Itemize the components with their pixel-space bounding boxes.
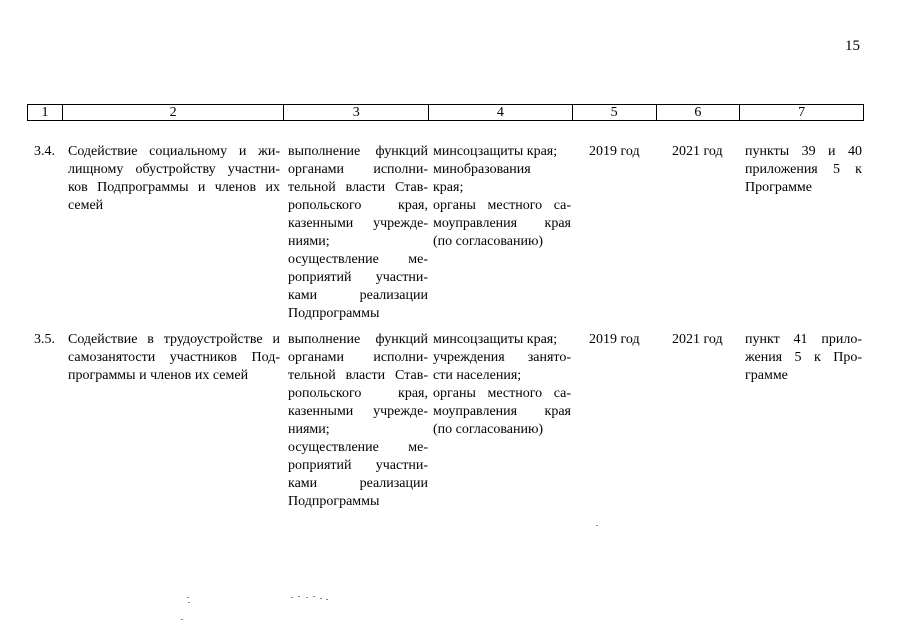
text-line: роприятий участни- bbox=[288, 270, 428, 285]
text-line: семей bbox=[68, 198, 104, 213]
text-line: жения 5 к Про- bbox=[745, 350, 862, 365]
text-line: (по согласованию) bbox=[433, 422, 544, 437]
scan-speck bbox=[306, 597, 308, 598]
responsible-text bbox=[433, 331, 571, 439]
text-line: ков Подпрограммы и членов их bbox=[68, 180, 280, 195]
start-year: 2019 год bbox=[589, 144, 640, 159]
text-line: моуправления края bbox=[433, 404, 571, 419]
text-line: минсоцзащиты края; bbox=[433, 332, 558, 347]
text-line: тельной власти Став- bbox=[288, 180, 428, 195]
header-col-7: 7 bbox=[798, 105, 806, 120]
header-col-6: 6 bbox=[657, 105, 741, 120]
end-year: 2021 год bbox=[672, 144, 723, 159]
scan-speck bbox=[596, 525, 598, 526]
text-line: роприятий участни- bbox=[288, 458, 428, 473]
executor-text bbox=[288, 331, 428, 511]
scan-speck bbox=[181, 619, 183, 620]
text-line: казенными учрежде- bbox=[288, 216, 428, 231]
header-col-3: 3 bbox=[284, 105, 429, 120]
text-line: тельной власти Став- bbox=[288, 368, 428, 383]
end-year: 2021 год bbox=[672, 332, 723, 347]
text-line: ками реализации bbox=[288, 476, 428, 491]
text-line: органы местного са- bbox=[433, 198, 571, 213]
text-line: ропольского края, bbox=[288, 198, 428, 213]
scan-speck bbox=[320, 598, 322, 599]
scan-speck bbox=[298, 596, 300, 597]
text-line: Программе bbox=[745, 180, 812, 195]
text-line: учреждения занято- bbox=[433, 350, 571, 365]
header-col-1: 1 bbox=[28, 105, 63, 120]
text-line: ниями; bbox=[288, 234, 330, 249]
measure-title bbox=[68, 331, 280, 385]
row-number: 3.5. bbox=[34, 332, 55, 347]
header-col-4: 4 bbox=[429, 105, 573, 120]
text-line: грамме bbox=[745, 368, 788, 383]
text-line: казенными учрежде- bbox=[288, 404, 428, 419]
text-line: минобразования bbox=[433, 162, 531, 177]
table-header-row bbox=[27, 104, 864, 121]
text-line: ниями; bbox=[288, 422, 330, 437]
measure-title bbox=[68, 143, 280, 215]
text-line: минсоцзащиты края; bbox=[433, 144, 558, 159]
scan-speck bbox=[313, 596, 315, 597]
header-col-2: 2 bbox=[63, 105, 284, 120]
text-line: приложения 5 к bbox=[745, 162, 862, 177]
text-line: самозанятости участников Под- bbox=[68, 350, 280, 365]
program-reference bbox=[745, 331, 862, 385]
text-line: сти населения; bbox=[433, 368, 522, 383]
responsible-text bbox=[433, 143, 571, 251]
scan-speck bbox=[187, 597, 189, 598]
text-line: Подпрограммы bbox=[288, 306, 380, 321]
text-line: выполнение функций bbox=[288, 144, 428, 159]
scan-speck bbox=[291, 597, 293, 598]
text-line: Содействие в трудоустройстве и bbox=[68, 332, 280, 347]
header-col-5: 5 bbox=[573, 105, 657, 120]
text-line: органами исполни- bbox=[288, 350, 428, 365]
text-line: (по согласованию) bbox=[433, 234, 544, 249]
page-number: 15 bbox=[845, 38, 860, 54]
text-line: органами исполни- bbox=[288, 162, 428, 177]
text-line: осуществление ме- bbox=[288, 440, 428, 455]
text-line: ками реализации bbox=[288, 288, 428, 303]
row-number: 3.4. bbox=[34, 144, 55, 159]
text-line: ропольского края, bbox=[288, 386, 428, 401]
text-line: края; bbox=[433, 180, 464, 195]
text-line: осуществление ме- bbox=[288, 252, 428, 267]
text-line: программы и членов их семей bbox=[68, 368, 249, 383]
start-year: 2019 год bbox=[589, 332, 640, 347]
text-line: Содействие социальному и жи- bbox=[68, 144, 280, 159]
executor-text bbox=[288, 143, 428, 323]
text-line: лищному обустройству участни- bbox=[68, 162, 280, 177]
text-line: органы местного са- bbox=[433, 386, 571, 401]
text-line: моуправления края bbox=[433, 216, 571, 231]
text-line: Подпрограммы bbox=[288, 494, 380, 509]
text-line: пункты 39 и 40 bbox=[745, 144, 862, 159]
text-line: пункт 41 прило- bbox=[745, 332, 862, 347]
program-reference bbox=[745, 143, 862, 197]
scan-speck bbox=[188, 602, 190, 603]
scan-speck bbox=[326, 599, 328, 600]
text-line: выполнение функций bbox=[288, 332, 428, 347]
